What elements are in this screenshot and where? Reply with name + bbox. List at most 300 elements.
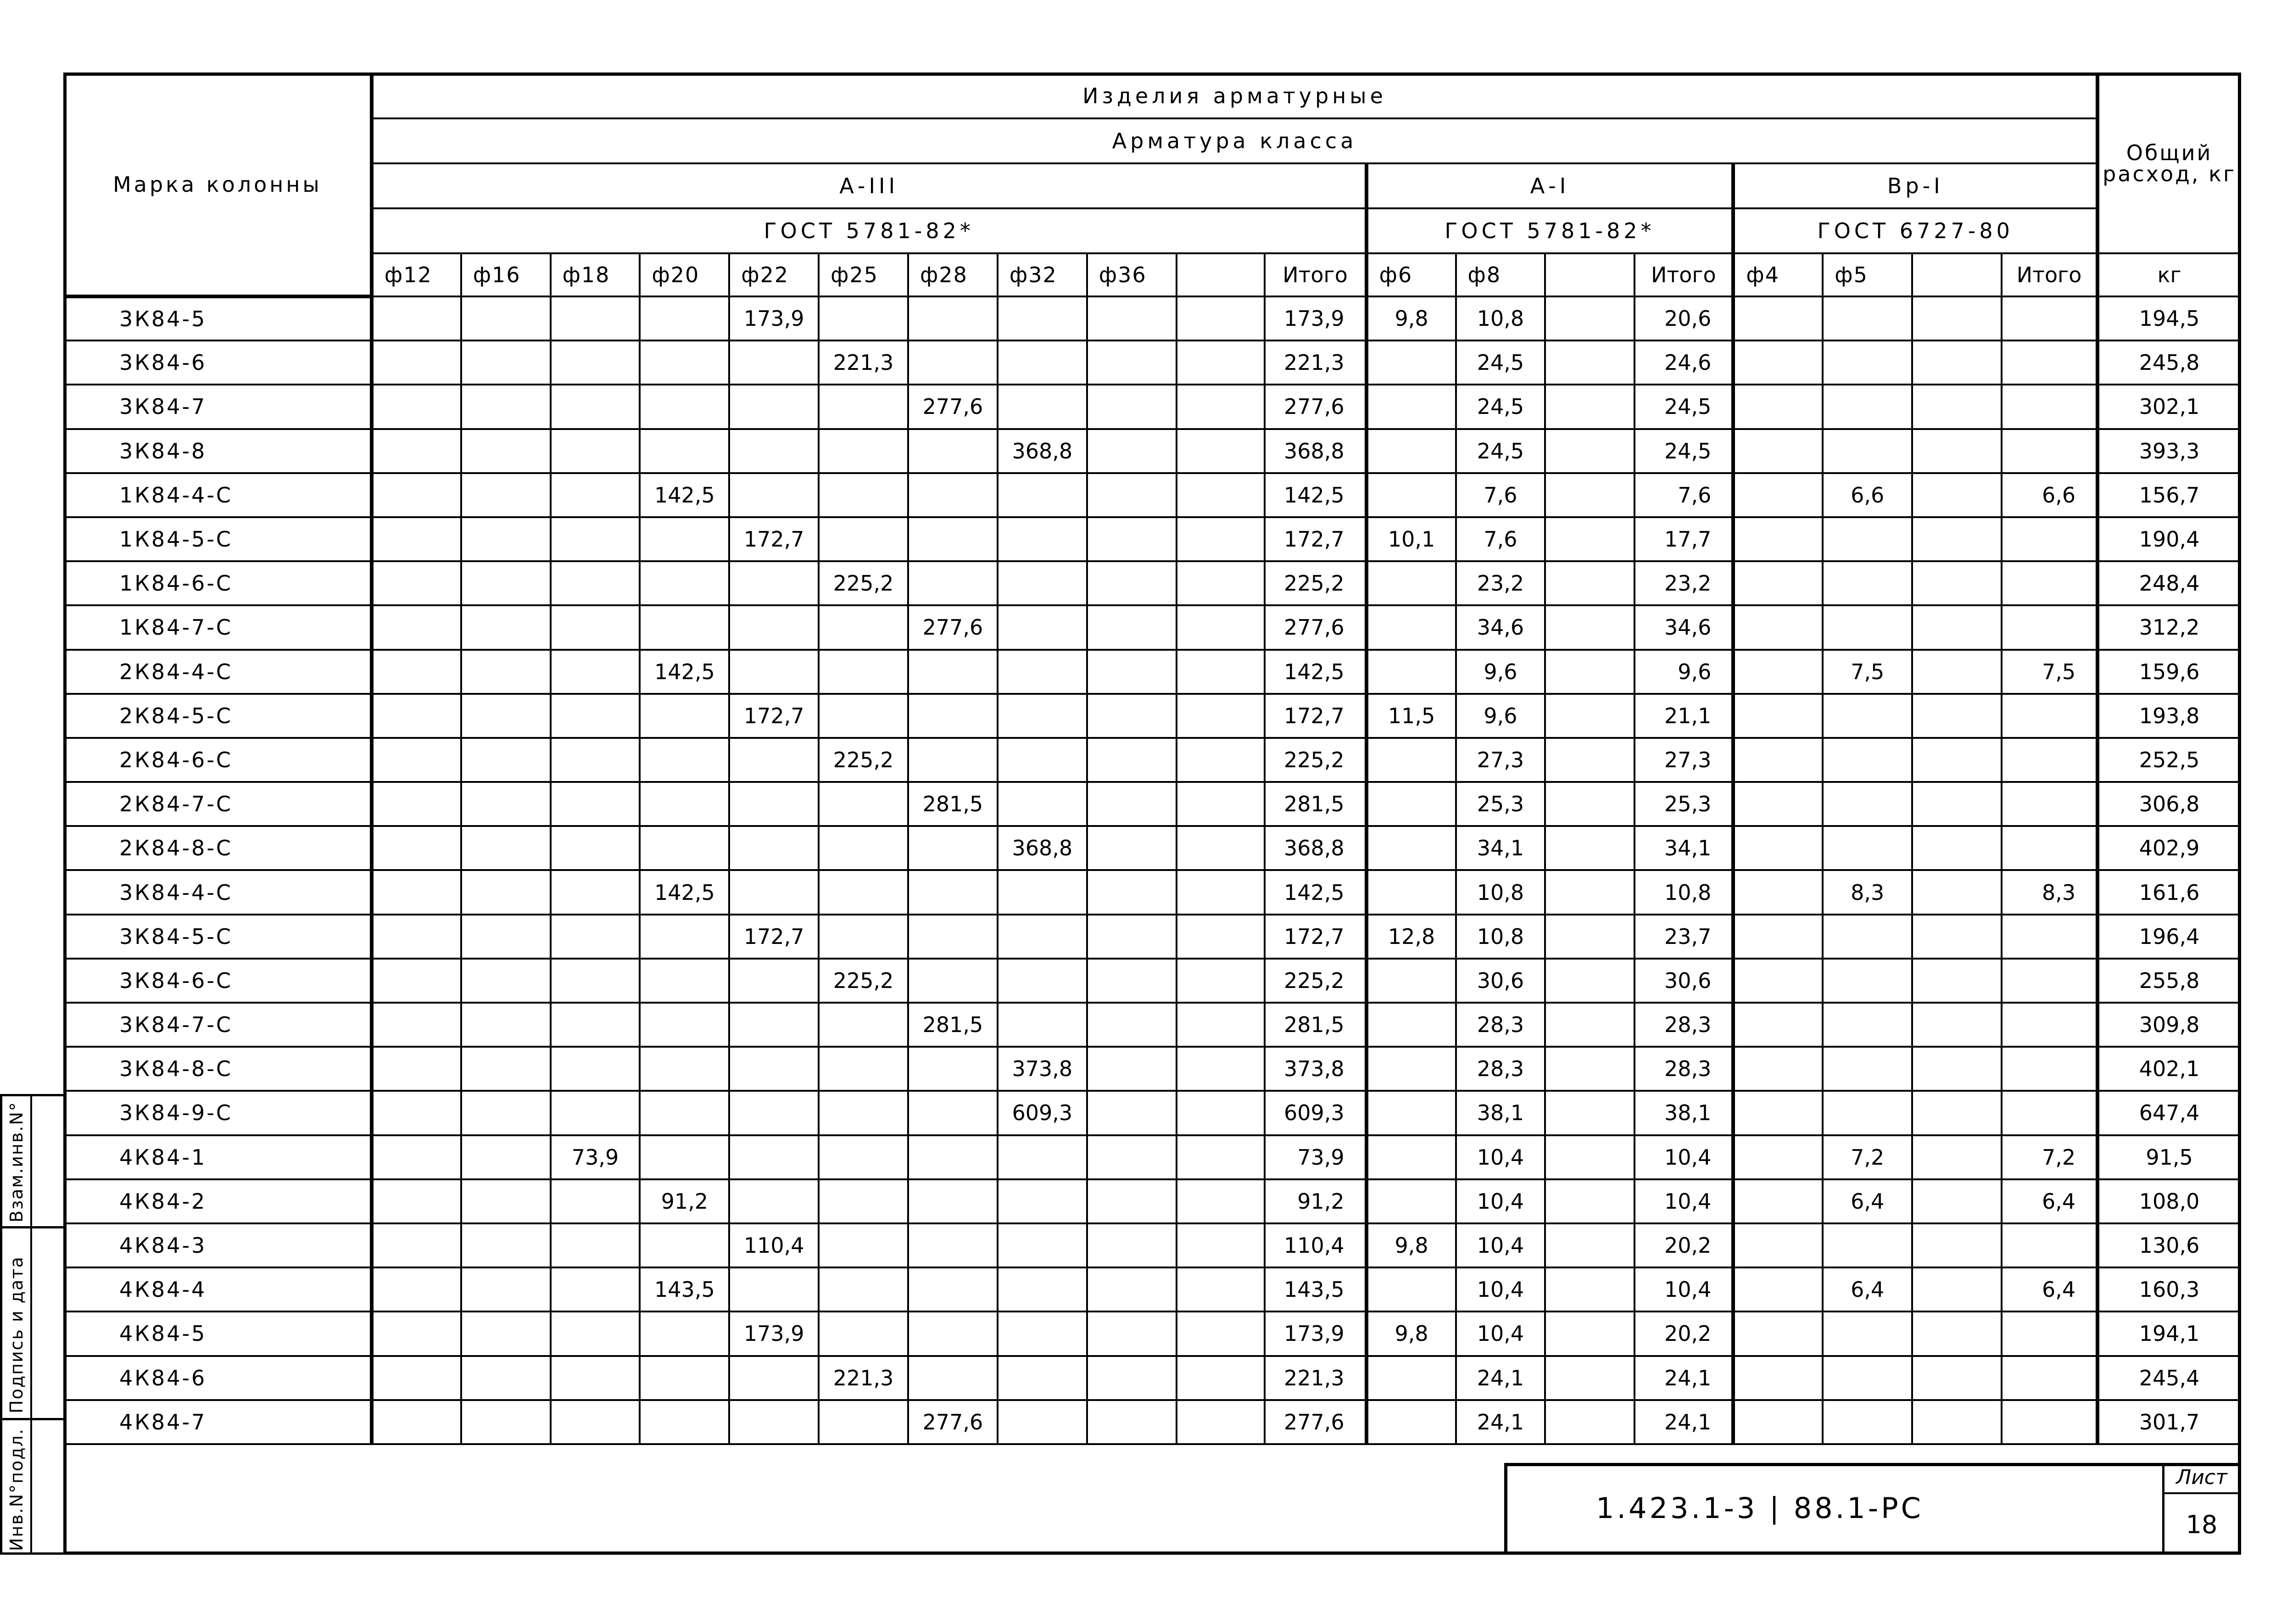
table-cell: 20,2 — [1634, 1311, 1733, 1356]
table-row — [64, 1311, 2240, 1356]
table-cell: 159,6 — [2097, 650, 2240, 694]
table-row — [64, 1356, 2240, 1400]
table-cell — [819, 1311, 908, 1356]
table-cell: 24,1 — [1634, 1356, 1733, 1400]
table-cell: 402,9 — [2097, 826, 2240, 870]
table-cell — [461, 1267, 551, 1311]
table-cell — [551, 826, 640, 870]
table-cell — [461, 1311, 551, 1356]
table-cell — [1823, 782, 1912, 826]
table-cell — [461, 1091, 551, 1135]
table-cell — [2002, 782, 2097, 826]
table-cell — [372, 650, 461, 694]
table-cell — [1545, 1047, 1634, 1091]
table-cell — [461, 694, 551, 738]
table-cell — [461, 1047, 551, 1091]
table-cell — [729, 605, 819, 649]
table-cell: 193,8 — [2097, 694, 2240, 738]
table-cell: 368,8 — [998, 429, 1087, 473]
table-cell — [1912, 517, 2002, 561]
table-cell — [908, 561, 998, 605]
table-cell — [640, 1047, 729, 1091]
table-cell — [461, 517, 551, 561]
table-cell: 194,5 — [2097, 296, 2240, 340]
table-cell — [1177, 296, 1265, 340]
table-cell — [1545, 694, 1634, 738]
table-cell: 91,5 — [2097, 1135, 2240, 1179]
table-cell: 312,2 — [2097, 605, 2240, 649]
table-cell — [729, 340, 819, 385]
table-cell: 373,8 — [1265, 1047, 1366, 1091]
column-mark: 1К84-5-С — [64, 517, 372, 561]
column-mark: 2К84-8-С — [64, 826, 372, 870]
table-cell — [1177, 782, 1265, 826]
table-cell: 7,5 — [2002, 650, 2097, 694]
table-cell — [372, 915, 461, 959]
table-cell — [729, 870, 819, 914]
table-cell — [1733, 385, 1823, 429]
table-cell — [1545, 1400, 1634, 1444]
table-cell: 23,2 — [1456, 561, 1545, 605]
table-cell — [640, 561, 729, 605]
table-cell — [1912, 1003, 2002, 1047]
table-cell: 10,8 — [1456, 870, 1545, 914]
table-row — [64, 694, 2240, 738]
table-cell — [1823, 1003, 1912, 1047]
table-cell: 368,8 — [998, 826, 1087, 870]
table-cell — [908, 915, 998, 959]
table-cell — [1912, 1179, 2002, 1223]
table-cell — [1177, 1135, 1265, 1179]
table-cell: 10,8 — [1456, 915, 1545, 959]
table-cell — [2002, 826, 2097, 870]
table-cell: 21,1 — [1634, 694, 1733, 738]
table-row — [64, 340, 2240, 385]
table-cell: 172,7 — [1265, 915, 1366, 959]
table-cell: 23,7 — [1634, 915, 1733, 959]
table-cell: 172,7 — [1265, 694, 1366, 738]
column-mark: 4К84-2 — [64, 1179, 372, 1223]
table-cell — [1545, 959, 1634, 1003]
table-cell: 255,8 — [2097, 959, 2240, 1003]
table-cell — [640, 429, 729, 473]
table-cell — [1087, 959, 1177, 1003]
table-cell — [819, 782, 908, 826]
column-header: Итого — [1634, 253, 1733, 296]
table-cell — [1177, 1047, 1265, 1091]
table-cell: 7,6 — [1456, 473, 1545, 517]
inv-orig-label: Инв.N°подл. — [6, 1428, 27, 1551]
table-cell — [1545, 1267, 1634, 1311]
table-cell — [1177, 473, 1265, 517]
table-cell — [729, 1356, 819, 1400]
table-cell — [1733, 517, 1823, 561]
table-cell — [551, 959, 640, 1003]
table-cell — [551, 915, 640, 959]
table-cell — [1087, 1003, 1177, 1047]
table-cell: 402,1 — [2097, 1047, 2240, 1091]
table-cell — [1087, 1179, 1177, 1223]
table-cell: 25,3 — [1634, 782, 1733, 826]
table-cell: 6,4 — [1823, 1179, 1912, 1223]
inv-repl-label: Взам.инв.N° — [6, 1101, 27, 1222]
column-mark: 4К84-1 — [64, 1135, 372, 1179]
table-cell — [908, 826, 998, 870]
table-cell — [2002, 296, 2097, 340]
table-cell — [1545, 429, 1634, 473]
table-cell — [640, 1400, 729, 1444]
sheet-label: Лист — [2162, 1463, 2241, 1494]
column-mark: 3К84-5-С — [64, 915, 372, 959]
table-cell: 10,4 — [1634, 1267, 1733, 1311]
table-cell — [640, 517, 729, 561]
table-cell — [640, 1091, 729, 1135]
table-cell: 281,5 — [1265, 782, 1366, 826]
table-cell — [551, 1356, 640, 1400]
table-cell — [372, 1179, 461, 1223]
table-cell: 91,2 — [1265, 1179, 1366, 1223]
table-cell — [1823, 959, 1912, 1003]
table-cell: 160,3 — [2097, 1267, 2240, 1311]
table-cell — [1912, 870, 2002, 914]
table-cell — [1367, 385, 1456, 429]
table-cell — [819, 1047, 908, 1091]
table-cell — [1367, 959, 1456, 1003]
table-cell — [1087, 1135, 1177, 1179]
table-cell — [1912, 694, 2002, 738]
table-cell: 225,2 — [1265, 738, 1366, 782]
table-row — [64, 561, 2240, 605]
column-mark: 2К84-6-С — [64, 738, 372, 782]
table-cell: 24,5 — [1456, 429, 1545, 473]
table-cell — [1733, 296, 1823, 340]
table-cell — [1177, 870, 1265, 914]
table-cell — [372, 473, 461, 517]
table-row — [64, 1135, 2240, 1179]
table-cell: 277,6 — [1265, 605, 1366, 649]
table-cell: 6,6 — [1823, 473, 1912, 517]
column-mark: 4К84-5 — [64, 1311, 372, 1356]
table-cell: 10,4 — [1456, 1179, 1545, 1223]
table-cell: 306,8 — [2097, 782, 2240, 826]
table-cell: 301,7 — [2097, 1400, 2240, 1444]
table-cell — [1733, 959, 1823, 1003]
table-cell: 225,2 — [819, 959, 908, 1003]
table-cell: 7,5 — [1823, 650, 1912, 694]
table-row — [64, 296, 2240, 340]
group-vr1-gost: ГОСТ 6727-80 — [1733, 208, 2097, 253]
table-cell — [1912, 1400, 2002, 1444]
table-cell — [551, 782, 640, 826]
table-cell: 24,6 — [1634, 340, 1733, 385]
table-cell — [2002, 959, 2097, 1003]
table-cell — [1733, 429, 1823, 473]
table-cell: 24,1 — [1456, 1400, 1545, 1444]
table-cell — [551, 1003, 640, 1047]
table-cell — [640, 915, 729, 959]
table-cell — [372, 340, 461, 385]
table-cell — [1367, 826, 1456, 870]
table-cell — [2002, 340, 2097, 385]
table-cell — [551, 296, 640, 340]
table-cell — [1087, 1400, 1177, 1444]
table-cell — [998, 1356, 1087, 1400]
table-cell — [1177, 340, 1265, 385]
table-cell: 277,6 — [1265, 385, 1366, 429]
table-cell — [1912, 385, 2002, 429]
table-cell — [1912, 650, 2002, 694]
table-cell — [1087, 1047, 1177, 1091]
table-cell — [998, 1135, 1087, 1179]
table-cell — [908, 429, 998, 473]
table-cell — [1367, 782, 1456, 826]
table-cell — [819, 650, 908, 694]
table-cell — [1367, 340, 1456, 385]
table-cell: 143,5 — [640, 1267, 729, 1311]
class-header: Арматура класса — [372, 118, 2097, 163]
column-header: ф12 — [372, 253, 461, 296]
table-cell: 609,3 — [1265, 1091, 1366, 1135]
table-cell: 34,6 — [1456, 605, 1545, 649]
table-cell — [1912, 915, 2002, 959]
total-header: Общий расход, кг — [2097, 73, 2240, 253]
table-cell — [1733, 915, 1823, 959]
table-cell — [1545, 473, 1634, 517]
table-cell — [819, 1267, 908, 1311]
column-header — [1545, 253, 1634, 296]
table-cell — [1087, 340, 1177, 385]
table-cell — [461, 340, 551, 385]
column-header: ф8 — [1456, 253, 1545, 296]
sign-date-label: Подпись и дата — [6, 1256, 27, 1413]
table-cell — [1177, 429, 1265, 473]
table-cell — [640, 782, 729, 826]
table-cell — [1545, 561, 1634, 605]
table-cell — [729, 385, 819, 429]
table-cell: 12,8 — [1367, 915, 1456, 959]
table-cell — [1545, 650, 1634, 694]
table-cell — [2002, 1003, 2097, 1047]
items-header: Изделия арматурные — [372, 73, 2097, 118]
table-cell: 38,1 — [1456, 1091, 1545, 1135]
table-cell — [1177, 959, 1265, 1003]
column-header: Итого — [2002, 253, 2097, 296]
table-cell: 277,6 — [1265, 1400, 1366, 1444]
table-cell — [1087, 1091, 1177, 1135]
table-cell: 393,3 — [2097, 429, 2240, 473]
table-cell — [1367, 1400, 1456, 1444]
table-cell: 9,8 — [1367, 296, 1456, 340]
table-cell — [372, 1047, 461, 1091]
table-cell: 9,8 — [1367, 1311, 1456, 1356]
table-cell: 142,5 — [1265, 870, 1366, 914]
table-cell: 173,9 — [729, 296, 819, 340]
column-mark: 3К84-7-С — [64, 1003, 372, 1047]
table-cell — [551, 517, 640, 561]
table-cell — [2002, 561, 2097, 605]
table-cell — [908, 870, 998, 914]
column-header: ф18 — [551, 253, 640, 296]
table-cell — [1545, 1311, 1634, 1356]
table-cell: 277,6 — [908, 1400, 998, 1444]
column-mark: 3К84-4-С — [64, 870, 372, 914]
table-cell — [1912, 605, 2002, 649]
table-cell — [372, 517, 461, 561]
table-cell — [640, 738, 729, 782]
table-cell — [1087, 296, 1177, 340]
table-cell — [461, 1356, 551, 1400]
table-cell: 24,5 — [1634, 385, 1733, 429]
column-mark: 3К84-6 — [64, 340, 372, 385]
table-row — [64, 915, 2240, 959]
table-cell — [372, 1356, 461, 1400]
table-cell: 194,1 — [2097, 1311, 2240, 1356]
column-mark: 3К84-8 — [64, 429, 372, 473]
table-cell — [1823, 1356, 1912, 1400]
table-cell: 20,6 — [1634, 296, 1733, 340]
table-row — [64, 738, 2240, 782]
table-cell — [998, 1400, 1087, 1444]
table-cell — [729, 1267, 819, 1311]
table-cell — [1545, 517, 1634, 561]
table-cell — [998, 561, 1087, 605]
table-cell: 225,2 — [1265, 959, 1366, 1003]
table-cell: 221,3 — [819, 1356, 908, 1400]
table-cell — [1733, 561, 1823, 605]
table-row — [64, 429, 2240, 473]
table-cell: 7,6 — [1456, 517, 1545, 561]
table-cell — [1367, 1047, 1456, 1091]
table-cell — [908, 1356, 998, 1400]
table-cell — [372, 1267, 461, 1311]
table-cell — [372, 694, 461, 738]
table-cell — [2002, 1223, 2097, 1267]
table-row — [64, 1047, 2240, 1091]
table-cell — [461, 826, 551, 870]
table-cell — [640, 385, 729, 429]
table-row — [64, 782, 2240, 826]
column-header: Итого — [1265, 253, 1366, 296]
table-cell — [908, 340, 998, 385]
table-cell — [998, 915, 1087, 959]
table-cell — [908, 650, 998, 694]
table-cell — [1367, 738, 1456, 782]
table-cell — [551, 1091, 640, 1135]
table-cell — [2002, 1091, 2097, 1135]
table-cell — [908, 1179, 998, 1223]
table-cell — [998, 340, 1087, 385]
table-cell: 73,9 — [1265, 1135, 1366, 1179]
column-header: ф5 — [1823, 253, 1912, 296]
table-cell — [1912, 296, 2002, 340]
column-header: кг — [2097, 253, 2240, 296]
table-cell — [1912, 1267, 2002, 1311]
table-cell — [1087, 915, 1177, 959]
table-cell — [2002, 429, 2097, 473]
table-cell: 24,5 — [1634, 429, 1733, 473]
table-cell — [998, 1179, 1087, 1223]
column-header: ф20 — [640, 253, 729, 296]
table-cell — [461, 650, 551, 694]
table-cell — [551, 385, 640, 429]
table-cell — [1545, 296, 1634, 340]
table-cell — [1087, 385, 1177, 429]
group-a3-name: А-III — [372, 163, 1367, 208]
table-cell — [1733, 694, 1823, 738]
table-cell — [1367, 1091, 1456, 1135]
table-cell — [461, 605, 551, 649]
table-cell — [1912, 1135, 2002, 1179]
table-cell — [1367, 561, 1456, 605]
table-cell — [1733, 1047, 1823, 1091]
table-cell — [729, 959, 819, 1003]
table-cell — [640, 694, 729, 738]
table-row — [64, 1267, 2240, 1311]
document-code: 1.423.1-3 | 88.1-РС — [1596, 1491, 1924, 1525]
table-cell — [1087, 738, 1177, 782]
column-header: ф36 — [1087, 253, 1177, 296]
table-cell — [1733, 605, 1823, 649]
table-cell — [551, 473, 640, 517]
table-cell — [1912, 1047, 2002, 1091]
table-cell: 28,3 — [1634, 1047, 1733, 1091]
sheet-number: 18 — [2186, 1510, 2218, 1539]
table-cell — [640, 1223, 729, 1267]
table-cell: 23,2 — [1634, 561, 1733, 605]
table-cell — [372, 385, 461, 429]
table-cell — [998, 870, 1087, 914]
table-cell: 34,1 — [1456, 826, 1545, 870]
table-cell — [819, 1179, 908, 1223]
table-cell — [551, 429, 640, 473]
table-cell: 143,5 — [1265, 1267, 1366, 1311]
table-row — [64, 517, 2240, 561]
table-cell: 30,6 — [1456, 959, 1545, 1003]
table-row — [64, 826, 2240, 870]
table-cell — [461, 1135, 551, 1179]
table-row — [64, 959, 2240, 1003]
table-cell: 277,6 — [908, 385, 998, 429]
table-cell — [729, 1091, 819, 1135]
table-cell — [640, 605, 729, 649]
table-cell: 9,6 — [1634, 650, 1733, 694]
table-row — [64, 1091, 2240, 1135]
table-cell — [1912, 429, 2002, 473]
table-cell: 225,2 — [819, 738, 908, 782]
table-cell — [819, 429, 908, 473]
reinforcement-table — [63, 73, 2241, 1445]
table-cell — [1733, 473, 1823, 517]
table-cell — [1177, 694, 1265, 738]
table-cell — [1823, 385, 1912, 429]
column-mark: 3К84-5 — [64, 296, 372, 340]
table-cell: 6,4 — [1823, 1267, 1912, 1311]
table-cell: 10,4 — [1456, 1267, 1545, 1311]
table-cell — [551, 561, 640, 605]
table-cell: 142,5 — [640, 650, 729, 694]
table-cell — [551, 1267, 640, 1311]
table-cell: 73,9 — [551, 1135, 640, 1179]
table-cell — [1912, 1356, 2002, 1400]
table-cell — [1733, 738, 1823, 782]
table-cell: 142,5 — [1265, 650, 1366, 694]
table-cell: 10,4 — [1456, 1135, 1545, 1179]
table-cell: 10,4 — [1456, 1223, 1545, 1267]
table-cell — [640, 340, 729, 385]
table-cell — [998, 385, 1087, 429]
table-cell: 10,8 — [1634, 870, 1733, 914]
column-header: ф16 — [461, 253, 551, 296]
